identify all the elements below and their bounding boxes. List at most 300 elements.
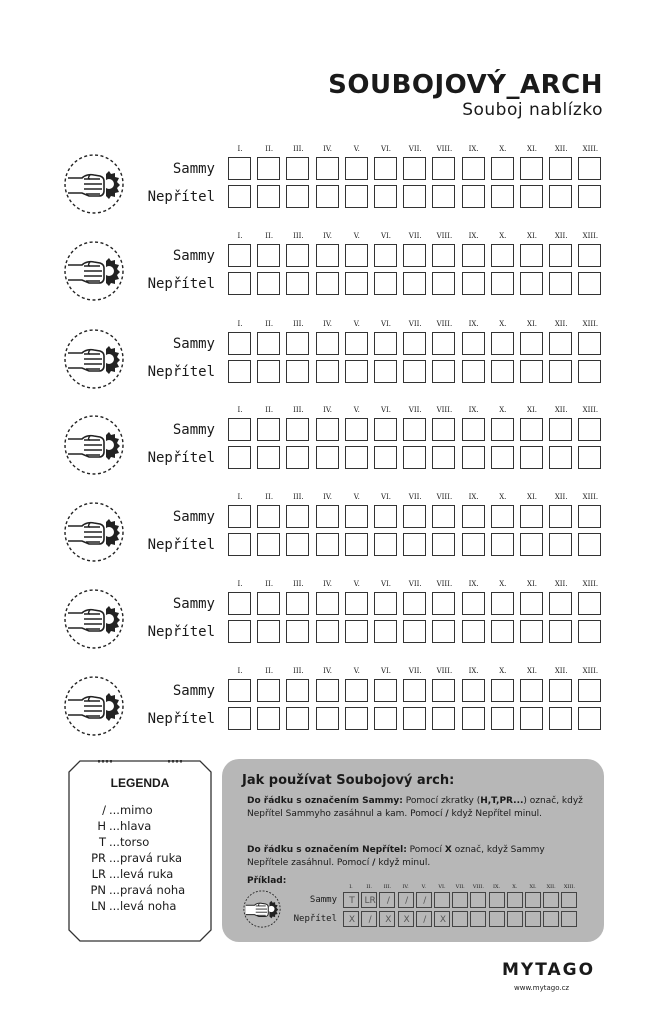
enemy-round-box[interactable] [520, 185, 543, 208]
sammy-round-box[interactable] [520, 332, 543, 355]
enemy-round-box[interactable] [549, 533, 572, 556]
sammy-round-box[interactable] [520, 505, 543, 528]
enemy-round-box[interactable] [432, 620, 455, 643]
sammy-round-box[interactable] [520, 679, 543, 702]
enemy-round-box[interactable] [432, 707, 455, 730]
enemy-round-box[interactable] [549, 360, 572, 383]
enemy-round-box[interactable] [578, 707, 601, 730]
enemy-round-box[interactable] [257, 533, 280, 556]
sammy-round-box[interactable] [286, 592, 309, 615]
sammy-round-box[interactable] [549, 244, 572, 267]
enemy-round-box[interactable] [228, 533, 251, 556]
enemy-round-box[interactable] [228, 185, 251, 208]
sammy-round-box[interactable] [578, 418, 601, 441]
legend-abbr: PN [90, 883, 106, 897]
sammy-round-box[interactable] [257, 505, 280, 528]
sammy-round-box[interactable] [432, 244, 455, 267]
example-mark: X [439, 915, 447, 925]
enemy-round-box[interactable] [491, 185, 514, 208]
sammy-round-box[interactable] [491, 592, 514, 615]
sammy-round-box[interactable] [403, 244, 426, 267]
sammy-round-box[interactable] [345, 679, 368, 702]
round-numeral: III. [293, 320, 304, 328]
example-mark [453, 912, 469, 928]
enemy-round-box[interactable] [374, 620, 397, 643]
sammy-round-box[interactable] [403, 157, 426, 180]
enemy-round-box[interactable] [257, 707, 280, 730]
round-numeral: VI. [380, 232, 392, 240]
enemy-round-box[interactable] [578, 185, 601, 208]
round-numeral: VIII. [436, 406, 453, 414]
round-numeral: XI. [527, 580, 537, 588]
enemy-round-box[interactable] [549, 707, 572, 730]
sammy-round-box[interactable] [403, 505, 426, 528]
enemy-round-box[interactable] [432, 360, 455, 383]
sammy-round-box[interactable] [432, 418, 455, 441]
enemy-round-box[interactable] [462, 272, 485, 295]
enemy-round-box[interactable] [491, 707, 514, 730]
sammy-round-box[interactable] [578, 332, 601, 355]
sammy-round-box[interactable] [403, 679, 426, 702]
enemy-round-box[interactable] [403, 185, 426, 208]
legend-abbr: LR [91, 867, 106, 881]
enemy-round-box[interactable] [286, 360, 309, 383]
sammy-round-box[interactable] [286, 418, 309, 441]
howto-slash-2: / [372, 857, 376, 868]
sammy-round-box[interactable] [316, 679, 339, 702]
enemy-round-box[interactable] [491, 360, 514, 383]
brand-url: www.mytago.cz [514, 984, 570, 992]
round-numeral: XII. [554, 232, 568, 240]
enemy-round-box[interactable] [520, 533, 543, 556]
enemy-round-box[interactable] [520, 620, 543, 643]
fist-gear-icon [62, 152, 126, 216]
sammy-round-box[interactable] [462, 679, 485, 702]
legend-text: ...mimo [109, 803, 153, 817]
enemy-round-box[interactable] [462, 707, 485, 730]
sammy-round-box[interactable] [316, 418, 339, 441]
enemy-round-box[interactable] [228, 707, 251, 730]
sammy-round-box[interactable] [549, 505, 572, 528]
legend-abbr: PR [91, 851, 106, 865]
round-numeral: VI. [380, 493, 392, 501]
sammy-round-box[interactable] [257, 332, 280, 355]
enemy-round-box[interactable] [462, 620, 485, 643]
enemy-round-box[interactable] [345, 707, 368, 730]
example-mark [471, 912, 487, 928]
round-numeral: IX. [468, 232, 479, 240]
example-sammy-box [470, 892, 486, 908]
example-round-numeral: X. [512, 884, 518, 890]
enemy-round-box[interactable] [549, 620, 572, 643]
sammy-round-box[interactable] [257, 244, 280, 267]
enemy-round-box[interactable] [578, 533, 601, 556]
sammy-round-box[interactable] [462, 157, 485, 180]
row-label-sammy: Sammy [172, 596, 215, 612]
sammy-round-box[interactable] [286, 157, 309, 180]
legend-item [82, 867, 173, 881]
enemy-round-box[interactable] [403, 446, 426, 469]
enemy-round-box[interactable] [345, 185, 368, 208]
enemy-round-box[interactable] [432, 185, 455, 208]
sammy-round-box[interactable] [549, 332, 572, 355]
enemy-round-box[interactable] [520, 360, 543, 383]
round-numeral: VI. [380, 406, 392, 414]
enemy-round-box[interactable] [549, 272, 572, 295]
sammy-round-box[interactable] [228, 157, 251, 180]
example-round-numeral: IV. [402, 884, 409, 890]
sammy-round-box[interactable] [549, 679, 572, 702]
sammy-round-box[interactable] [549, 592, 572, 615]
sammy-round-box[interactable] [462, 332, 485, 355]
enemy-round-box[interactable] [286, 446, 309, 469]
sammy-round-box[interactable] [374, 418, 397, 441]
round-numeral: XI. [527, 406, 537, 414]
howto-sammy-paragraph [247, 795, 587, 820]
example-round-numeral: IX. [493, 884, 501, 890]
enemy-round-box[interactable] [257, 446, 280, 469]
example-label: Příklad: [247, 876, 287, 886]
sammy-round-box[interactable] [491, 332, 514, 355]
enemy-round-box[interactable] [403, 707, 426, 730]
sammy-round-box[interactable] [462, 505, 485, 528]
round-numeral: X. [499, 232, 507, 240]
example-enemy-box [434, 911, 450, 927]
enemy-round-box[interactable] [578, 360, 601, 383]
sammy-round-box[interactable] [432, 505, 455, 528]
sammy-round-box[interactable] [578, 592, 601, 615]
round-numeral: VII. [408, 320, 422, 328]
sammy-round-box[interactable] [286, 332, 309, 355]
round-numeral: I. [237, 320, 243, 328]
sammy-round-box[interactable] [345, 592, 368, 615]
sammy-round-box[interactable] [403, 592, 426, 615]
sammy-round-box[interactable] [345, 244, 368, 267]
round-numeral: XIII. [582, 667, 599, 675]
example-round-numeral: XI. [529, 884, 537, 890]
sammy-round-box[interactable] [345, 157, 368, 180]
legend-abbr: LN [90, 899, 106, 913]
sammy-round-box[interactable] [286, 244, 309, 267]
legend-text: ...levá ruka [109, 867, 174, 881]
enemy-round-box[interactable] [432, 533, 455, 556]
sammy-round-box[interactable] [520, 157, 543, 180]
sammy-round-box[interactable] [578, 244, 601, 267]
fist-gear-icon [62, 674, 126, 738]
fist-gear-icon [62, 587, 126, 651]
sammy-round-box[interactable] [257, 157, 280, 180]
enemy-round-box[interactable] [316, 707, 339, 730]
sammy-round-box[interactable] [228, 418, 251, 441]
sammy-round-box[interactable] [374, 679, 397, 702]
example-mark [435, 893, 451, 909]
sammy-round-box[interactable] [257, 679, 280, 702]
sammy-round-box[interactable] [432, 592, 455, 615]
enemy-round-box[interactable] [286, 707, 309, 730]
round-numeral: II. [265, 667, 274, 675]
enemy-round-box[interactable] [228, 620, 251, 643]
enemy-round-box[interactable] [228, 272, 251, 295]
sammy-round-box[interactable] [316, 332, 339, 355]
example-round-numeral: III. [383, 884, 392, 890]
example-enemy-box [416, 911, 432, 927]
sammy-round-box[interactable] [432, 157, 455, 180]
example-enemy-box [543, 911, 559, 927]
round-numeral: VII. [408, 493, 422, 501]
round-numeral: IX. [468, 406, 479, 414]
example-sammy-box [416, 892, 432, 908]
sammy-round-box[interactable] [491, 244, 514, 267]
enemy-round-box[interactable] [462, 533, 485, 556]
sammy-round-box[interactable] [228, 679, 251, 702]
round-numeral: IV. [323, 406, 332, 414]
enemy-round-box[interactable] [491, 533, 514, 556]
sammy-round-box[interactable] [316, 244, 339, 267]
enemy-round-box[interactable] [520, 446, 543, 469]
combat-block-6 [0, 580, 671, 660]
row-label-sammy: Sammy [172, 683, 215, 699]
sammy-round-box[interactable] [345, 332, 368, 355]
example-sammy-box [398, 892, 414, 908]
enemy-round-box[interactable] [316, 360, 339, 383]
round-numeral: XII. [554, 145, 568, 153]
example-mark: X [403, 915, 410, 925]
sammy-round-box[interactable] [491, 679, 514, 702]
row-label-enemy: Nepřítel [147, 189, 215, 205]
enemy-round-box[interactable] [316, 533, 339, 556]
enemy-round-box[interactable] [520, 272, 543, 295]
enemy-round-box[interactable] [374, 272, 397, 295]
fist-gear-svg [62, 587, 126, 651]
enemy-round-box[interactable] [403, 272, 426, 295]
legend-text: ...pravá ruka [109, 851, 183, 865]
enemy-round-box[interactable] [374, 533, 397, 556]
enemy-round-box[interactable] [257, 360, 280, 383]
sammy-round-box[interactable] [374, 505, 397, 528]
combat-block-5 [0, 493, 671, 573]
sammy-round-box[interactable] [228, 244, 251, 267]
sammy-round-box[interactable] [374, 592, 397, 615]
brand-logo: MYTAGO [502, 960, 596, 980]
enemy-round-box[interactable] [345, 620, 368, 643]
round-numeral: I. [237, 406, 243, 414]
sammy-round-box[interactable] [257, 592, 280, 615]
enemy-round-box[interactable] [403, 533, 426, 556]
legend-abbr: T [98, 835, 106, 849]
example-round-numeral: XII. [546, 884, 556, 890]
enemy-round-box[interactable] [316, 446, 339, 469]
example-fist-svg [242, 889, 282, 929]
enemy-round-box[interactable] [374, 446, 397, 469]
legend-item [82, 835, 149, 849]
sammy-round-box[interactable] [462, 592, 485, 615]
sammy-round-box[interactable] [520, 592, 543, 615]
sammy-round-box[interactable] [345, 418, 368, 441]
round-numeral: X. [499, 580, 507, 588]
enemy-round-box[interactable] [374, 707, 397, 730]
enemy-round-box[interactable] [549, 185, 572, 208]
sammy-round-box[interactable] [462, 418, 485, 441]
sammy-round-box[interactable] [403, 418, 426, 441]
round-numeral: XII. [554, 493, 568, 501]
enemy-round-box[interactable] [403, 360, 426, 383]
example-mark [508, 893, 524, 909]
round-numeral: IX. [468, 580, 479, 588]
sammy-round-box[interactable] [578, 505, 601, 528]
example-enemy-box [398, 911, 414, 927]
combat-block-3 [0, 320, 671, 400]
sammy-round-box[interactable] [257, 418, 280, 441]
sammy-round-box[interactable] [549, 157, 572, 180]
enemy-round-box[interactable] [286, 185, 309, 208]
sammy-round-box[interactable] [491, 157, 514, 180]
example-mark [526, 893, 542, 909]
enemy-round-box[interactable] [462, 185, 485, 208]
round-numeral: XII. [554, 580, 568, 588]
round-numeral: XI. [527, 232, 537, 240]
howto-title: Jak používat Soubojový arch: [242, 773, 455, 788]
combat-block-7 [0, 667, 671, 747]
sammy-round-box[interactable] [345, 505, 368, 528]
enemy-round-box[interactable] [462, 360, 485, 383]
howto-sammy-text-2: ) označ, když Nepřítel Sammyho zasáhnul a kam. Pomocí [247, 796, 583, 819]
enemy-round-box[interactable] [549, 446, 572, 469]
sammy-round-box[interactable] [520, 244, 543, 267]
sammy-round-box[interactable] [228, 505, 251, 528]
enemy-round-box[interactable] [462, 446, 485, 469]
sammy-round-box[interactable] [403, 332, 426, 355]
sammy-round-box[interactable] [228, 332, 251, 355]
enemy-round-box[interactable] [257, 185, 280, 208]
round-numeral: V. [353, 493, 360, 501]
sammy-round-box[interactable] [374, 244, 397, 267]
example-mark [562, 912, 578, 928]
sammy-round-box[interactable] [286, 505, 309, 528]
row-label-enemy: Nepřítel [147, 276, 215, 292]
example-mark: / [423, 896, 427, 906]
enemy-round-box[interactable] [286, 272, 309, 295]
enemy-round-box[interactable] [345, 272, 368, 295]
round-numeral: I. [237, 145, 243, 153]
sammy-round-box[interactable] [432, 679, 455, 702]
round-numeral: XII. [554, 320, 568, 328]
example-sammy-box [489, 892, 505, 908]
round-numeral: IX. [468, 667, 479, 675]
sammy-round-box[interactable] [520, 418, 543, 441]
enemy-round-box[interactable] [316, 185, 339, 208]
sammy-round-box[interactable] [228, 592, 251, 615]
example-mark [526, 912, 542, 928]
sammy-round-box[interactable] [432, 332, 455, 355]
round-numeral: III. [293, 145, 304, 153]
legend-item [82, 819, 151, 833]
example-enemy-box [452, 911, 468, 927]
round-numeral: IX. [468, 493, 479, 501]
enemy-round-box[interactable] [578, 620, 601, 643]
enemy-round-box[interactable] [374, 185, 397, 208]
enemy-round-box[interactable] [345, 360, 368, 383]
legend-text: ...hlava [109, 819, 152, 833]
howto-slash: / [445, 808, 449, 819]
howto-sammy-abbr: H,T,PR... [480, 796, 524, 806]
enemy-round-box[interactable] [316, 272, 339, 295]
round-numeral: XIII. [582, 406, 599, 414]
sammy-round-box[interactable] [491, 418, 514, 441]
round-numeral: III. [293, 406, 304, 414]
legend-item [82, 851, 182, 865]
round-numeral: IV. [323, 232, 332, 240]
enemy-round-box[interactable] [257, 620, 280, 643]
howto-enemy-x: X [444, 845, 452, 855]
round-numeral: VI. [380, 667, 392, 675]
example-mark: LR [364, 896, 376, 906]
sammy-round-box[interactable] [374, 157, 397, 180]
enemy-round-box[interactable] [286, 620, 309, 643]
sammy-round-box[interactable] [286, 679, 309, 702]
enemy-round-box[interactable] [403, 620, 426, 643]
enemy-round-box[interactable] [228, 446, 251, 469]
enemy-round-box[interactable] [432, 446, 455, 469]
enemy-round-box[interactable] [520, 707, 543, 730]
enemy-round-box[interactable] [491, 620, 514, 643]
fist-gear-svg [62, 239, 126, 303]
enemy-round-box[interactable] [491, 272, 514, 295]
round-numeral: V. [353, 145, 360, 153]
sammy-round-box[interactable] [578, 157, 601, 180]
page-title: SOUBOJOVÝ_ARCH [328, 70, 603, 100]
round-numeral: XIII. [582, 145, 599, 153]
sammy-round-box[interactable] [316, 592, 339, 615]
enemy-round-box[interactable] [432, 272, 455, 295]
row-label-sammy: Sammy [172, 336, 215, 352]
round-numeral: V. [353, 232, 360, 240]
example-enemy-box [489, 911, 505, 927]
sammy-round-box[interactable] [316, 505, 339, 528]
howto-sammy-text-3: když Nepřítel minul. [451, 808, 542, 819]
sammy-round-box[interactable] [491, 505, 514, 528]
example-mark [544, 893, 560, 909]
row-label-sammy: Sammy [172, 509, 215, 525]
sammy-round-box[interactable] [462, 244, 485, 267]
round-numeral: I. [237, 493, 243, 501]
legend-text: ...levá noha [109, 899, 177, 913]
sammy-round-box[interactable] [316, 157, 339, 180]
round-numeral: III. [293, 580, 304, 588]
enemy-round-box[interactable] [578, 446, 601, 469]
fist-gear-svg [62, 413, 126, 477]
legend-text: ...torso [109, 835, 150, 849]
legend-item [82, 803, 153, 817]
sammy-round-box[interactable] [549, 418, 572, 441]
example-mark: X [348, 915, 356, 925]
enemy-round-box[interactable] [578, 272, 601, 295]
example-mark [453, 893, 469, 909]
round-numeral: II. [265, 145, 274, 153]
enemy-round-box[interactable] [286, 533, 309, 556]
enemy-round-box[interactable] [345, 533, 368, 556]
enemy-round-box[interactable] [491, 446, 514, 469]
combat-block-4 [0, 406, 671, 486]
enemy-round-box[interactable] [316, 620, 339, 643]
enemy-round-box[interactable] [228, 360, 251, 383]
sammy-round-box[interactable] [374, 332, 397, 355]
enemy-round-box[interactable] [374, 360, 397, 383]
enemy-round-box[interactable] [257, 272, 280, 295]
round-numeral: VII. [408, 145, 422, 153]
sammy-round-box[interactable] [578, 679, 601, 702]
example-mark [471, 893, 487, 909]
enemy-round-box[interactable] [345, 446, 368, 469]
